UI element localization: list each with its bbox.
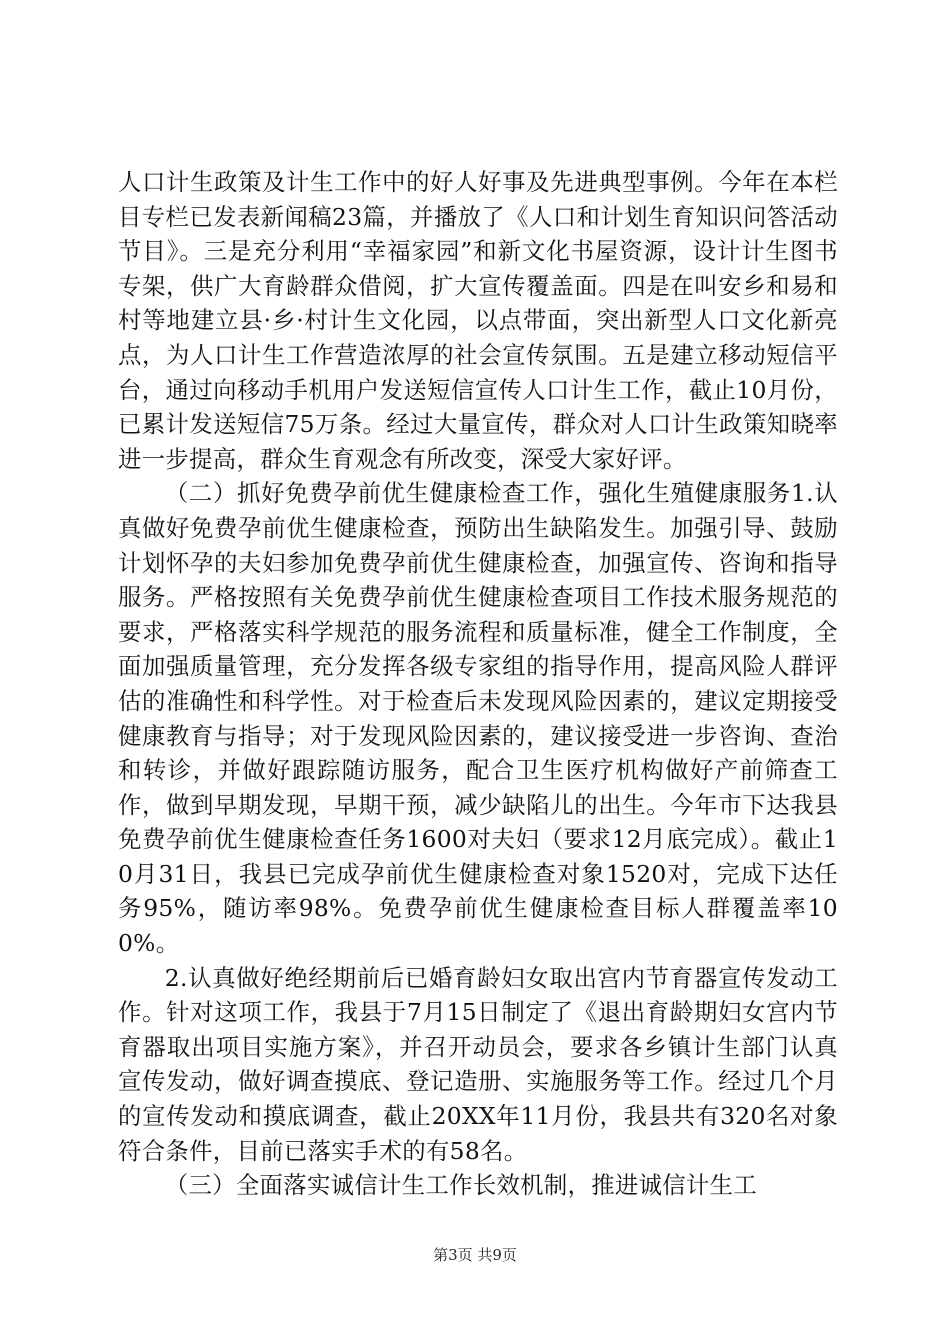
document-body: [118, 165, 838, 1203]
paragraph-section-three: （三）全面落实诚信计生工作长效机制，推进诚信计生工: [164, 1171, 758, 1200]
paragraph-section-two: （二）抓好免费孕前优生健康检查工作，强化生殖健康服务1.认真做好免费孕前优生健康检查，预防出生缺陷发生。加强引导、鼓励计划怀孕的夫妇参加免费孕前优生健康检查，加强宣传、咨询和指导服务。严格按照有关免费孕前优生健康检查项目工作技术服务规范的要求，严格落实科学规范的服务流程和质量标准，健全工作制度，全面加强质量管理，充分发挥各级专家组的指导作用，提高风险人群评估的准确性和科学性。对于检查后未发现风险因素的，建议定期接受健康教育与指导；对于发现风险因素的，建议接受进一步咨询、查治和转诊，并做好跟踪随访服务，配合卫生医疗机构做好产前筛查工作，做到早期发现，早期干预，减少缺陷儿的出生。今年市下达我县免费孕前优生健康检查任务1600对夫妇（要求12月底完成）。截止10月31日，我县已完成孕前优生健康检查对象1520对，完成下达任务95%，随访率98%。免费孕前优生健康检查目标人群覆盖率100%。: [118, 479, 838, 958]
paragraph-item-two: 2.认真做好绝经期前后已婚育龄妇女取出宫内节育器宣传发动工作。针对这项工作，我县于7月15日制定了《退出育龄期妇女宫内节育器取出项目实施方案》，并召开动员会，要求各乡镇计生部门认真宣传发动，做好调查摸底、登记造册、实施服务等工作。经过几个月的宣传发动和摸底调查，截止20XX年11月份，我县共有320名对象符合条件，目前已落实手术的有58名。: [118, 963, 838, 1165]
page-number-footer: 第3页 共9页: [433, 1246, 517, 1264]
paragraph-continuation: 人口计生政策及计生工作中的好人好事及先进典型事例。今年在本栏目专栏已发表新闻稿23篇，并播放了《人口和计划生育知识问答活动节目》。三是充分利用“幸福家园”和新文化书屋资源，设计计生图书专架，供广大育龄群众借阅，扩大宣传覆盖面。四是在叫安乡和易和村等地建立县·乡·村计生文化园，以点带面，突出新型人口文化新亮点，为人口计生工作营造浓厚的社会宣传氛围。五是建立移动短信平台，通过向移动手机用户发送短信宣传人口计生工作，截止10月份，已累计发送短信75万条。经过大量宣传，群众对人口计生政策知晓率进一步提高，群众生育观念有所改变，深受大家好评。: [118, 168, 838, 473]
